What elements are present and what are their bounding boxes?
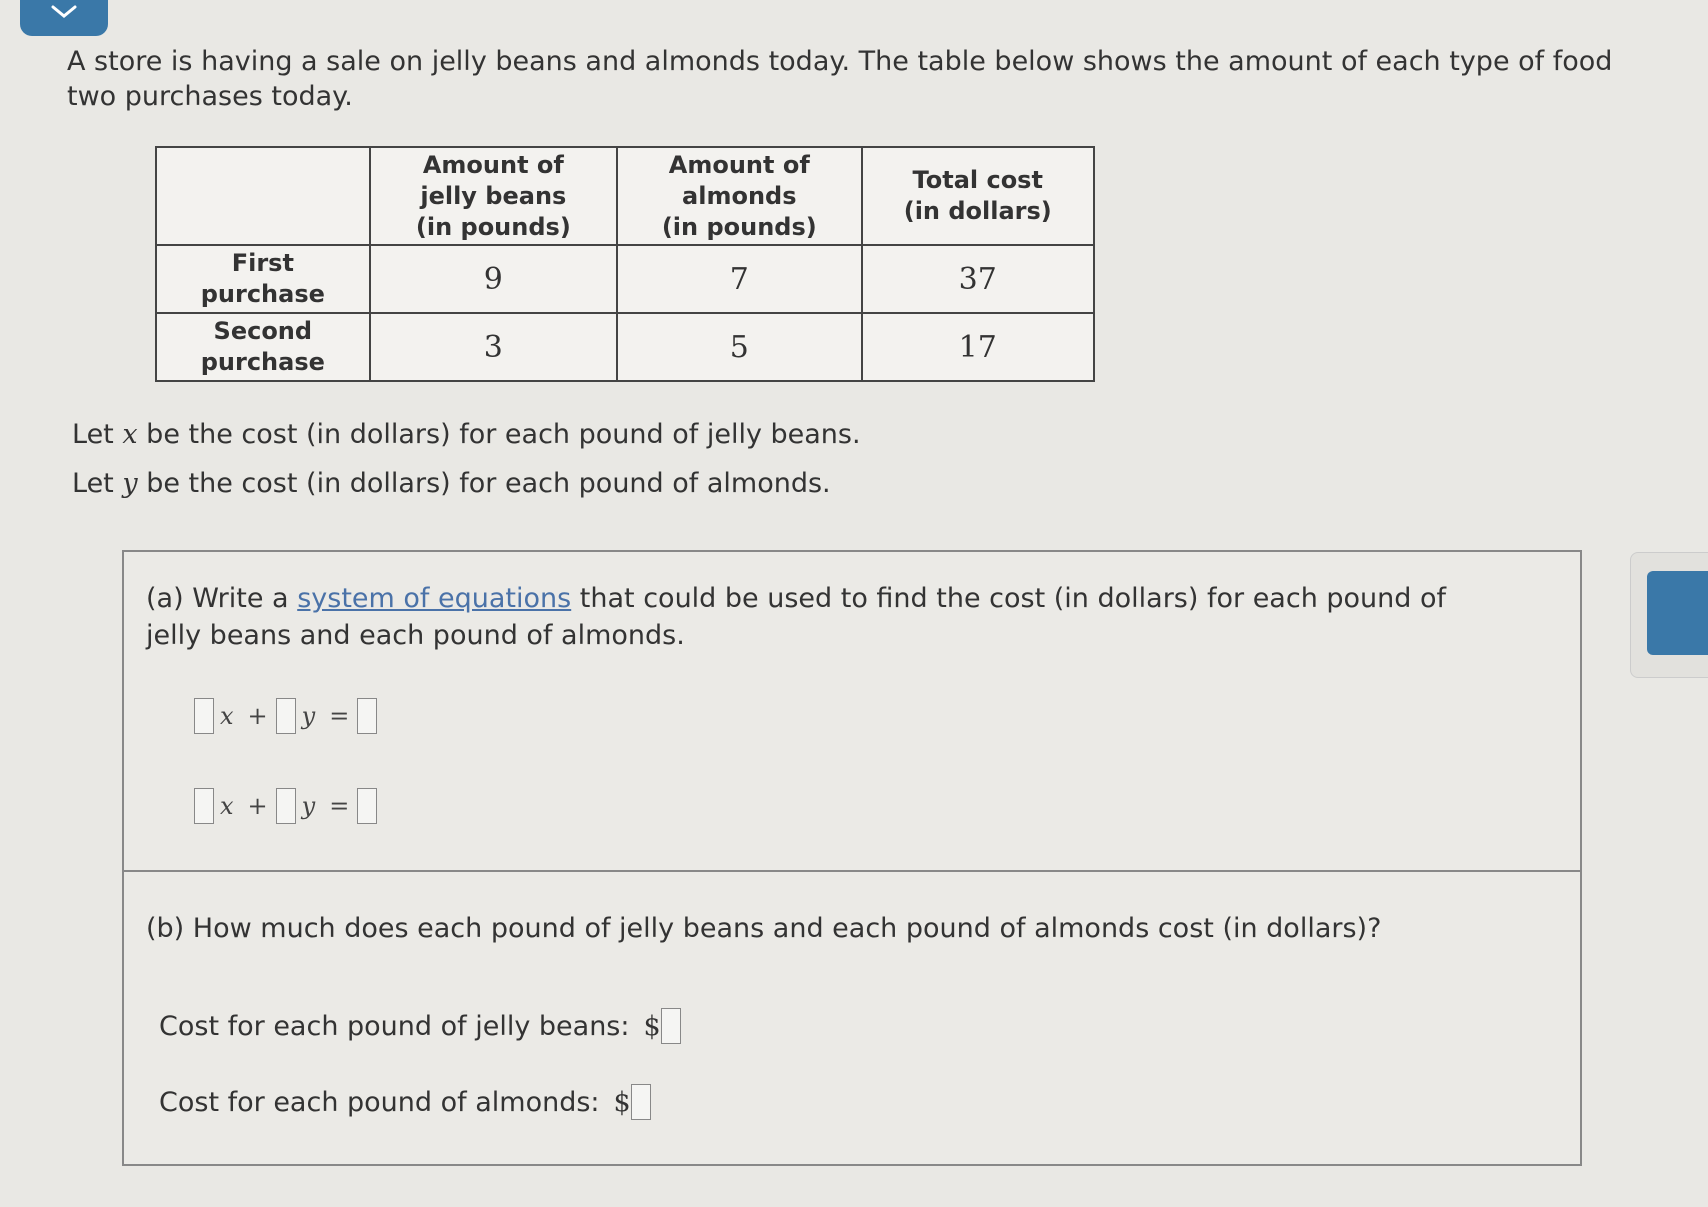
intro-line-2: two purchases today. — [67, 81, 353, 112]
jelly-beans-cost-row — [159, 1008, 681, 1044]
side-panel-button-face — [1647, 571, 1708, 655]
table-header-row — [156, 147, 1094, 245]
eq2-y-coefficient-input[interactable] — [276, 788, 296, 824]
table-header-jelly-beans: Amount of jelly beans (in pounds) — [370, 147, 617, 245]
almonds-cost-label: Cost for each pound of almonds: — [159, 1086, 600, 1118]
let-y-statement: Let y be the cost (in dollars) for each pound of almonds. — [72, 468, 831, 499]
cell-almonds: 5 — [617, 313, 861, 381]
let-x-statement: Let x be the cost (in dollars) for each pound of jelly beans. — [72, 419, 861, 450]
table-header-almonds: Amount of almonds (in pounds) — [617, 147, 861, 245]
part-a-panel — [122, 550, 1582, 876]
eq2-x-coefficient-input[interactable] — [194, 788, 214, 824]
cell-jelly-beans: 3 — [370, 313, 617, 381]
row-label-first-purchase: First purchase — [156, 245, 370, 313]
purchase-table — [155, 146, 1095, 382]
currency-symbol: $ — [643, 1010, 661, 1042]
cell-jelly-beans: 9 — [370, 245, 617, 313]
eq1-y-coefficient-input[interactable] — [276, 698, 296, 734]
table-row — [156, 313, 1094, 381]
part-b-question: (b) How much does each pound of jelly beans and each pound of almonds cost (in dollars)? — [146, 913, 1382, 944]
eq1-x-coefficient-input[interactable] — [194, 698, 214, 734]
cell-total-cost: 17 — [862, 313, 1095, 381]
problem-intro — [67, 44, 1708, 114]
variable-y: y — [122, 468, 138, 499]
variable-x: x — [122, 419, 138, 450]
equation-2: x + y = — [194, 788, 377, 824]
system-of-equations-link[interactable]: system of equations — [297, 583, 572, 614]
jelly-beans-cost-input[interactable] — [661, 1008, 681, 1044]
collapse-tab-button[interactable] — [20, 0, 108, 36]
part-a-question: (a) Write a system of equations that could be used to find the cost (in dollars) for each pound of jelly beans and each pound of almonds. — [146, 583, 1447, 651]
table-header-total-cost: Total cost (in dollars) — [862, 147, 1095, 245]
chevron-down-icon — [50, 4, 78, 20]
table-row — [156, 245, 1094, 313]
almonds-cost-input[interactable] — [631, 1084, 651, 1120]
side-panel-button[interactable] — [1630, 552, 1708, 678]
jelly-beans-cost-label: Cost for each pound of jelly beans: — [159, 1010, 630, 1042]
equation-1: x + y = — [194, 698, 377, 734]
table-header-empty — [156, 147, 370, 245]
eq1-constant-input[interactable] — [357, 698, 377, 734]
almonds-cost-row — [159, 1084, 651, 1120]
row-label-second-purchase: Second purchase — [156, 313, 370, 381]
currency-symbol: $ — [613, 1086, 631, 1118]
intro-line-1: A store is having a sale on jelly beans and almonds today. The table below shows the amount of each type of food — [67, 46, 1613, 77]
cell-almonds: 7 — [617, 245, 861, 313]
part-b-panel — [122, 870, 1582, 1166]
eq2-constant-input[interactable] — [357, 788, 377, 824]
cell-total-cost: 37 — [862, 245, 1095, 313]
